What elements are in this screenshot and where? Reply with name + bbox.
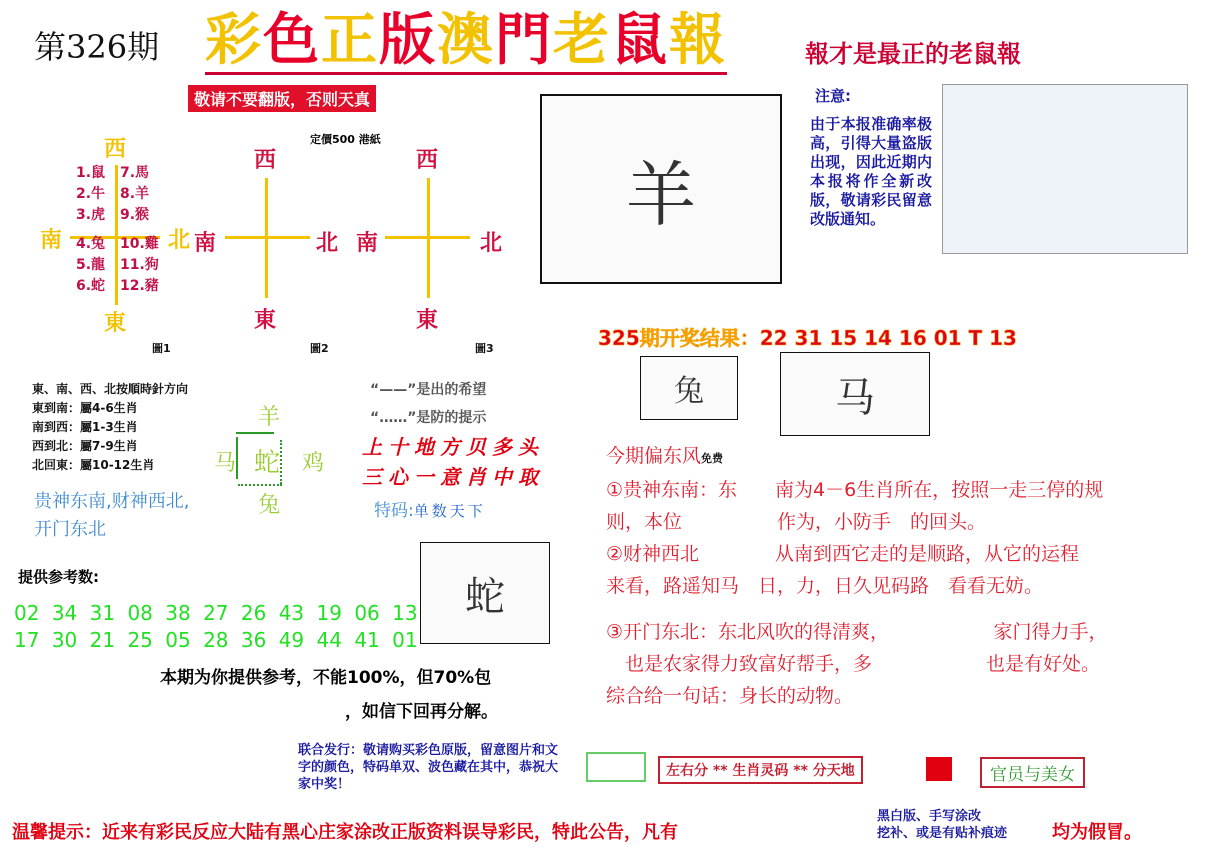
claim-line: ，如信下回再分解。 bbox=[345, 702, 498, 722]
cross-left: 马 bbox=[214, 451, 237, 476]
price-label: 定價500 港紙 bbox=[310, 133, 381, 146]
masthead-char: 門 bbox=[495, 8, 553, 73]
legend-item: “……”是防的提示 bbox=[370, 410, 487, 426]
number-item: 02 bbox=[14, 601, 40, 625]
zodiac-item: 6.蛇 bbox=[76, 278, 106, 294]
previous-result: 325期开奖结果：22 31 15 14 16 01 T 13 bbox=[598, 326, 1017, 350]
masthead-subtitle: 報才是最正的老鼠報 bbox=[805, 40, 1021, 68]
number-item: 31 bbox=[89, 601, 116, 625]
gods-directions bbox=[34, 488, 189, 544]
compass-north: 北 bbox=[480, 231, 503, 256]
number-item: 01 bbox=[392, 628, 418, 652]
masthead-char: 報 bbox=[669, 8, 727, 73]
axis-line bbox=[385, 236, 470, 239]
claim-line: 本期为你提供参考，不能100%，但70%包 bbox=[160, 668, 492, 688]
zodiac-item: 3.虎 bbox=[76, 207, 106, 223]
compass-north: 北 bbox=[316, 231, 339, 256]
axis-line bbox=[115, 165, 118, 305]
number-item: 43 bbox=[278, 601, 305, 625]
riddle-poem bbox=[362, 432, 544, 492]
rule-line: 西到北：屬7-9生肖 bbox=[32, 439, 138, 453]
reference-label: 提供参考数: bbox=[18, 568, 99, 586]
dotted-line bbox=[280, 440, 282, 484]
number-item: 26 bbox=[240, 601, 267, 625]
number-row bbox=[14, 600, 418, 627]
zodiac-item: 10.雞 bbox=[120, 236, 159, 252]
cross-bottom: 兔 bbox=[258, 493, 281, 518]
figure-label: 圖2 bbox=[310, 342, 329, 355]
direction-rules bbox=[32, 380, 188, 475]
number-item: 44 bbox=[316, 628, 342, 652]
horse-glyph: 马 bbox=[835, 374, 875, 421]
number-item: 25 bbox=[127, 628, 153, 652]
zodiac-item: 7.馬 bbox=[120, 165, 150, 181]
gods-line: 开门东北 bbox=[34, 519, 106, 540]
compass-west: 西 bbox=[104, 137, 127, 162]
copy-warning: 敬请不要翻版，否则天真 bbox=[188, 85, 376, 112]
masthead-char: 色 bbox=[263, 8, 321, 73]
tema-hint bbox=[374, 496, 486, 521]
cross-top: 羊 bbox=[258, 405, 281, 430]
line-legend bbox=[370, 376, 486, 432]
poem-line: 上十地方贝多头 bbox=[362, 435, 544, 459]
analysis-line: ③开门东北：东北风吹的得清爽， 家门得力手， bbox=[606, 621, 1108, 643]
notice-title: 注意: bbox=[815, 87, 851, 105]
compass-east: 東 bbox=[254, 308, 277, 333]
red-square bbox=[926, 757, 952, 781]
horse-picture bbox=[780, 352, 930, 436]
masthead-char: 鼠 bbox=[611, 8, 669, 73]
gods-line: 贵神东南,财神西北, bbox=[34, 491, 190, 512]
number-item: 30 bbox=[51, 628, 78, 652]
compass-north: 北 bbox=[168, 228, 191, 253]
analysis-line: 综合给一句话：身长的动物。 bbox=[606, 685, 854, 707]
zodiac-item: 4.兔 bbox=[76, 236, 106, 252]
legend-item: “——”是出的希望 bbox=[370, 382, 487, 398]
analysis-line: 也是农家得力致富好帮手，多 也是有好处。 bbox=[606, 653, 1101, 675]
cartoon-picture bbox=[942, 84, 1188, 254]
officials-box: 官员与美女 bbox=[980, 757, 1085, 788]
dotted-line bbox=[238, 484, 282, 486]
logo-box bbox=[586, 752, 646, 782]
issue-number: 第326期 bbox=[34, 28, 160, 66]
number-row bbox=[14, 627, 418, 654]
footer-small-line: 挖补、或是有贴补痕迹 bbox=[877, 826, 1008, 841]
number-item: 19 bbox=[316, 601, 342, 625]
free-label: 免费 bbox=[701, 452, 724, 465]
analysis-body bbox=[606, 474, 1108, 712]
zodiac-item: 2.牛 bbox=[76, 186, 106, 202]
compass-west: 西 bbox=[416, 148, 439, 173]
compass-south: 南 bbox=[40, 228, 63, 253]
rule-line: 北回東：屬10-12生肖 bbox=[32, 458, 155, 472]
masthead-char: 老 bbox=[553, 8, 611, 73]
number-item: 41 bbox=[354, 628, 380, 652]
rule-line: 東到南：屬4-6生肖 bbox=[32, 401, 138, 415]
analysis-line: 则，本位 作为，小防手 的回头。 bbox=[606, 511, 987, 533]
tema-value: 单数天下 bbox=[413, 502, 486, 520]
figure-label: 圖1 bbox=[152, 342, 171, 355]
rule-line: 南到西：屬1-3生肖 bbox=[32, 420, 138, 434]
solid-line bbox=[236, 437, 238, 479]
zodiac-item: 11.狗 bbox=[120, 257, 159, 273]
bottom-box: 左右分 ** 生肖灵码 ** 分天地 bbox=[658, 756, 863, 784]
zodiac-list-right bbox=[120, 163, 159, 297]
zodiac-item: 12.豬 bbox=[120, 278, 159, 294]
compass-west: 西 bbox=[254, 148, 277, 173]
tema-label: 特码: bbox=[374, 501, 414, 521]
goat-glyph: 羊 bbox=[626, 153, 696, 236]
axis-line bbox=[225, 236, 310, 239]
bottom-notice: 联合发行：敬请购买彩色原版，留意图片和文字的颜色，特码单双、波色藏在其中，恭祝大家中奖！ bbox=[298, 743, 559, 792]
masthead-char: 正 bbox=[321, 8, 379, 73]
number-item: 28 bbox=[203, 628, 229, 652]
masthead-char: 彩 bbox=[205, 8, 263, 73]
compass-south: 南 bbox=[194, 231, 217, 256]
number-item: 08 bbox=[127, 601, 153, 625]
number-item: 05 bbox=[165, 628, 191, 652]
zodiac-item: 1.鼠 bbox=[76, 165, 106, 181]
analysis-title-text: 今期偏东风 bbox=[606, 445, 702, 467]
rabbit-picture bbox=[640, 356, 738, 420]
zodiac-item: 8.羊 bbox=[120, 186, 150, 202]
snake-picture bbox=[420, 542, 550, 644]
compass-east: 東 bbox=[416, 308, 439, 333]
zodiac-item: 9.猴 bbox=[120, 207, 150, 223]
number-item: 17 bbox=[14, 628, 40, 652]
zodiac-list-left bbox=[76, 163, 105, 297]
footer-end: 均为假冒。 bbox=[1052, 822, 1142, 843]
number-item: 06 bbox=[354, 601, 380, 625]
poem-line: 三心一意肖中取 bbox=[362, 465, 544, 489]
masthead-char: 澳 bbox=[437, 8, 495, 73]
footer-small bbox=[877, 808, 1007, 842]
number-item: 21 bbox=[89, 628, 116, 652]
goat-picture bbox=[540, 94, 782, 284]
masthead-char: 版 bbox=[379, 8, 437, 73]
reference-numbers bbox=[14, 600, 418, 654]
cross-center: 蛇 bbox=[254, 448, 281, 478]
analysis-title bbox=[606, 440, 723, 475]
compass-east: 東 bbox=[104, 311, 127, 336]
number-item: 13 bbox=[392, 601, 418, 625]
compass-south: 南 bbox=[356, 231, 379, 256]
number-item: 27 bbox=[203, 601, 229, 625]
analysis-line: ②财神西北 从南到西它走的是顺路，从它的运程 bbox=[606, 543, 1080, 565]
masthead-title bbox=[205, 10, 727, 75]
footer-small-line: 黑白版、手写涂改 bbox=[877, 809, 982, 824]
number-item: 36 bbox=[240, 628, 267, 652]
number-item: 34 bbox=[51, 601, 78, 625]
snake-glyph: 蛇 bbox=[465, 573, 505, 620]
notice-body: 由于本报准确率极高，引得大量盗版出现，因此近期内本报将作全新改版，敬请彩民留意改版通知。 bbox=[810, 115, 932, 228]
figure-label: 圖3 bbox=[475, 342, 494, 355]
solid-line bbox=[236, 432, 274, 434]
footer-notice: 温馨提示：近来有彩民反应大陆有黑心庄家涂改正版资料误导彩民，特此公告，凡有 bbox=[12, 822, 678, 843]
analysis-line: ①贵神东南：东 南为4－6生肖所在，按照一走三停的规 bbox=[606, 479, 1104, 501]
cross-right: 鸡 bbox=[302, 451, 325, 476]
number-item: 49 bbox=[278, 628, 305, 652]
analysis-line: 来看，路遥知马 日，力，日久见码路 看看无妨。 bbox=[606, 575, 1044, 597]
zodiac-item: 5.龍 bbox=[76, 257, 106, 273]
rabbit-glyph: 兔 bbox=[674, 374, 704, 409]
rule-line: 東、南、西、北按順時針方向 bbox=[32, 382, 189, 396]
number-item: 38 bbox=[165, 601, 191, 625]
